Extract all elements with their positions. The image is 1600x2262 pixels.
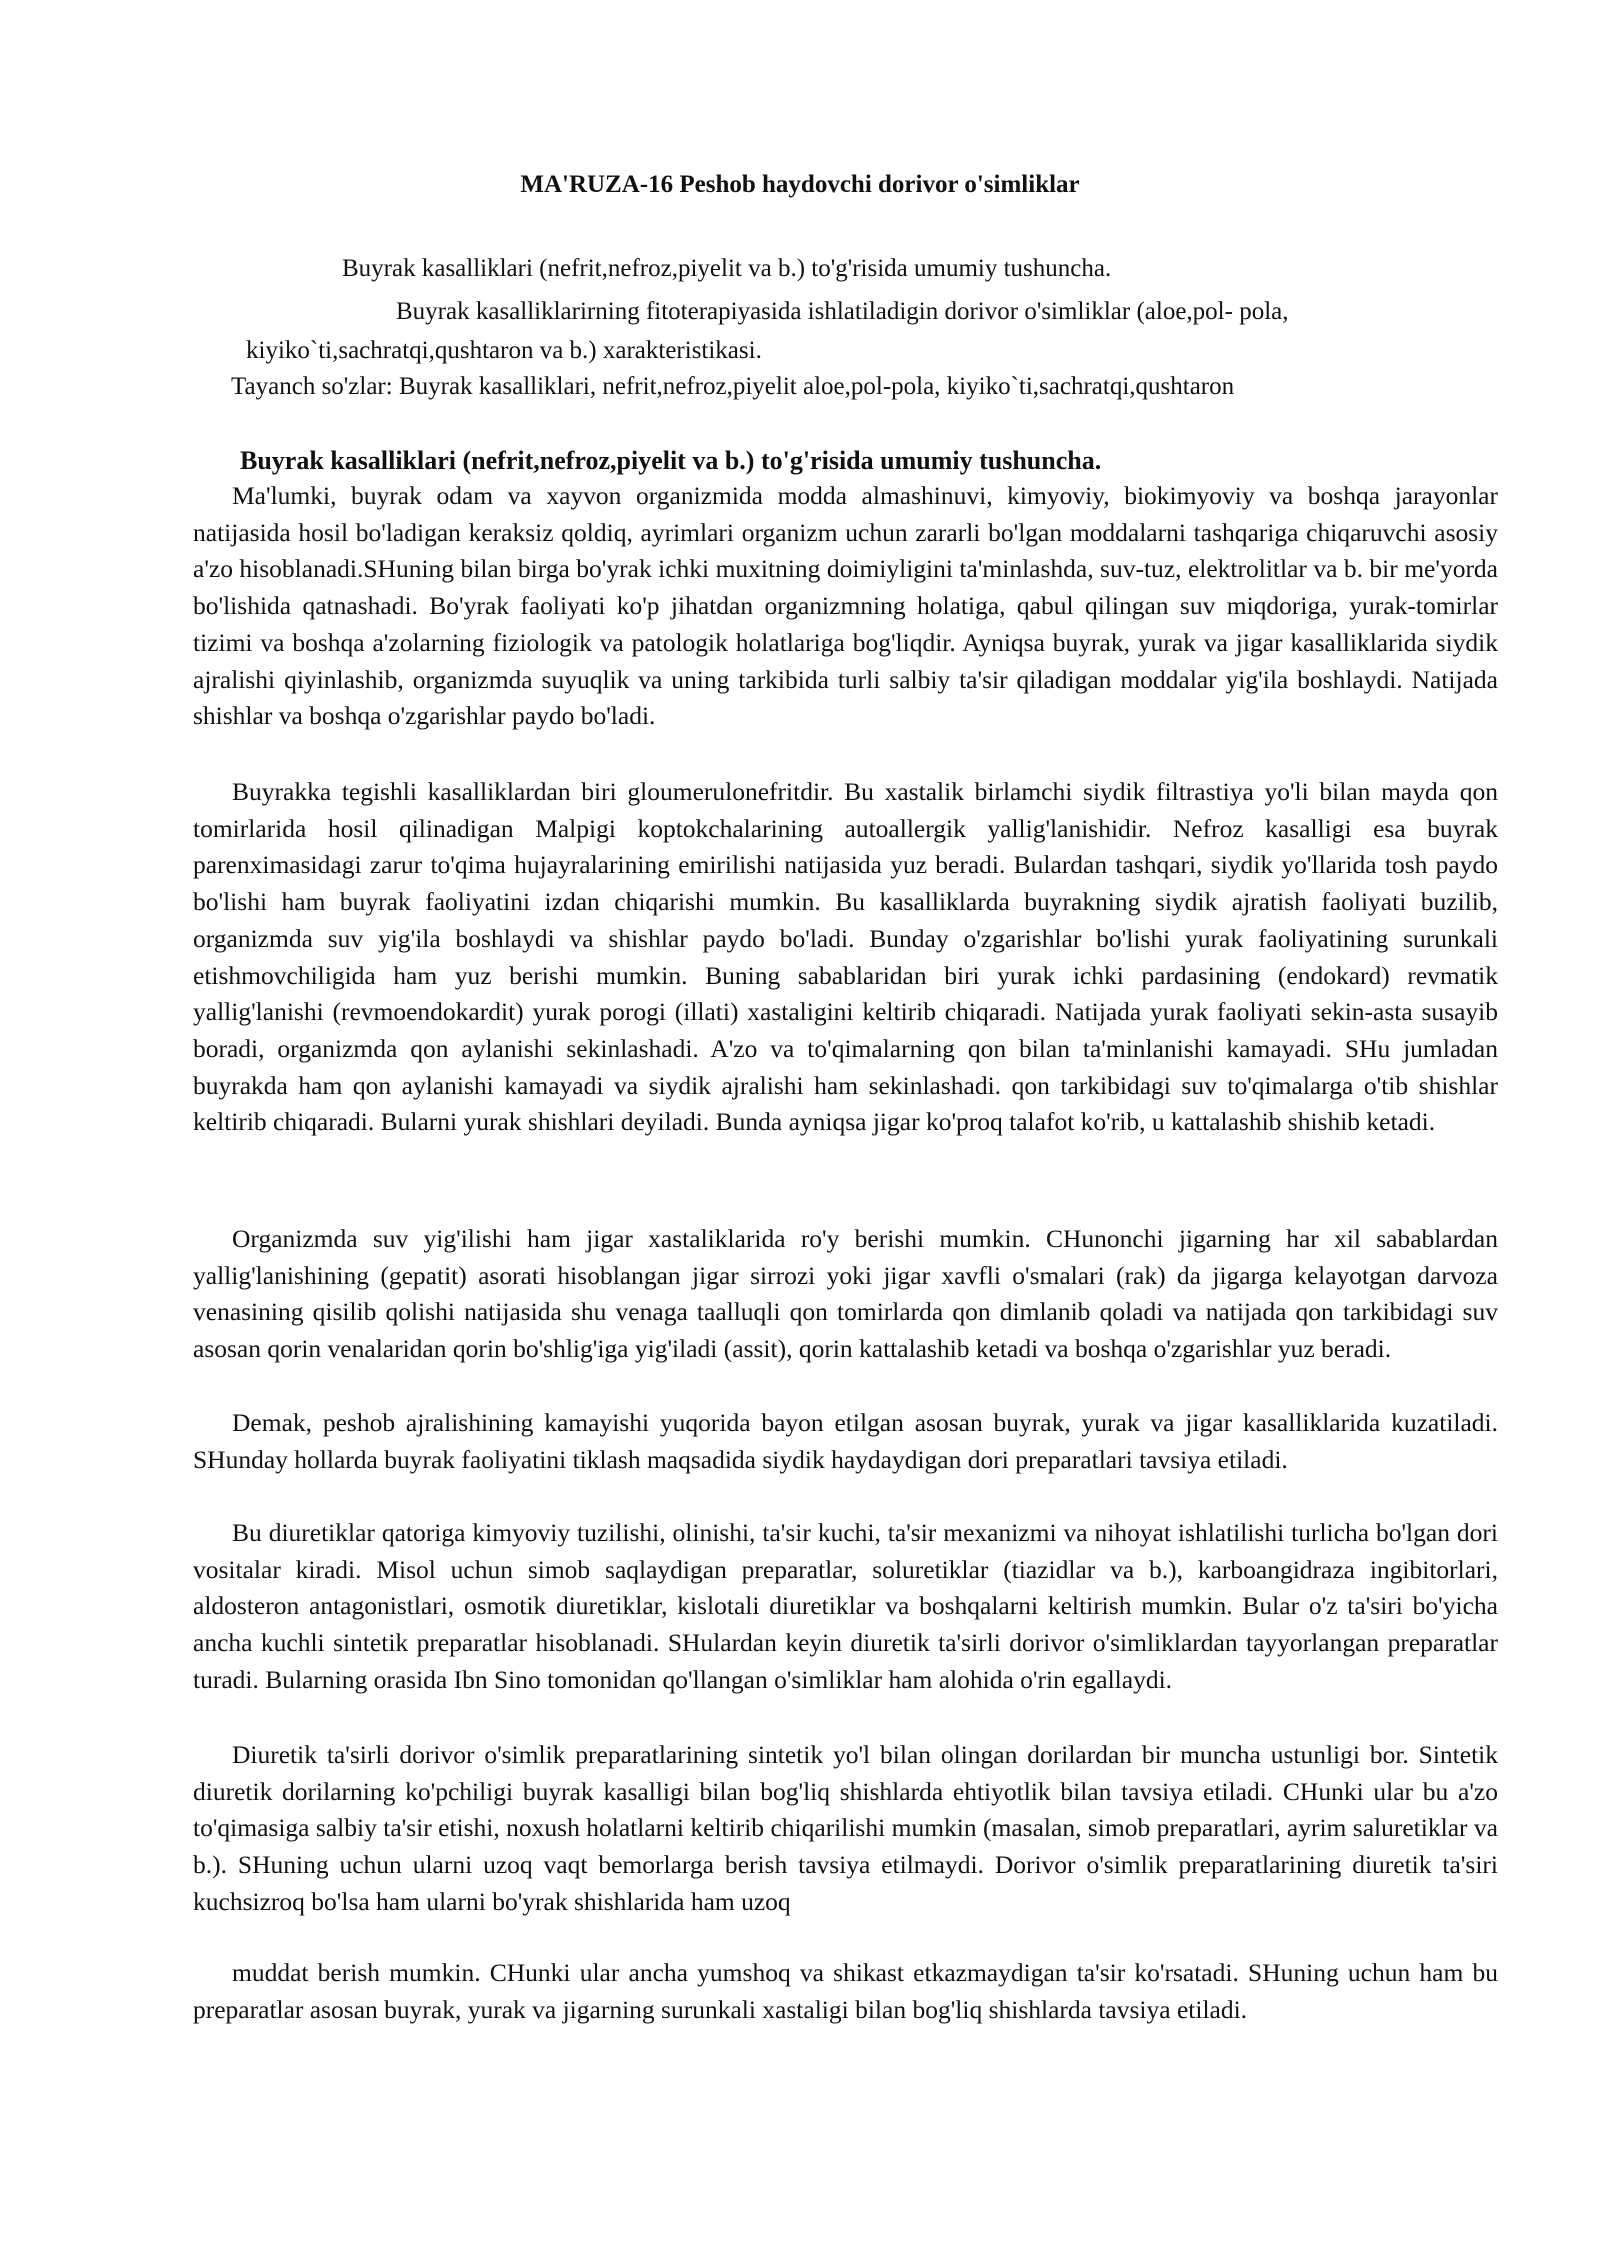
- outline-item-2-line-2: kiyiko`ti,sachratqi,qushtaron va b.) xarakteristikasi.: [246, 337, 762, 364]
- body-paragraph-5: Bu diuretiklar qatoriga kimyoviy tuzilishi, olinishi, ta'sir kuchi, ta'sir mexanizmi va nihoyat ishlatilishi turlicha bo'lgan dori vositalar kiradi. Misol uchun simob saqlaydigan preparatlar, soluretiklar (tiazidlar va b.), karboangidraza ingibitorlari, aldosteron antagonistlari, osmotik diuretiklar, kislotali diuretiklar va boshqalarni keltirish mumkin. Bular o'z ta'siri bo'yicha ancha kuchli sintetik preparatlar hisoblanadi. SHulardan keyin diuretik ta'sirli dorivor o'simliklardan tayyorlangan preparatlar turadi. Bularning orasida Ibn Sino tomonidan qo'llangan o'simliklar ham alohida o'rin egallaydi.: [193, 1518, 1498, 1694]
- body-paragraph-2: Buyrakka tegishli kasalliklardan biri gloumerulonefritdir. Bu xastalik birlamchi siydik filtrastiya yo'li bilan mayda qon tomirlarida hosil qilinadigan Malpigi koptokchalarining autoallergik yallig'lanishidir. Nefroz kasalligi esa buyrak parenximasidagi zarur to'qima hujayralarining emirilishi natijasida yuz beradi. Bulardan tashqari, siydik yo'llarida tosh paydo bo'lishi ham buyrak faoliyatini izdan chiqarishi mumkin. Bu kasalliklarda buyrakning siydik ajratish faoliyati buzilib, organizmda suv yig'ila boshlaydi va shishlar paydo bo'ladi. Bunday o'zgarishlar bo'lishi yurak faoliyatining surunkali etishmovchiligida ham yuz berishi mumkin. Buning sabablaridan biri yurak ichki pardasining (endokard) revmatik yallig'lanishi (revmoendokardit) yurak porogi (illati) xastaligini keltirib chiqaradi. Natijada yurak faoliyati sekin-asta susayib boradi, organizmda qon aylanishi sekinlashadi. A'zo va to'qimalarning qon bilan ta'minlanishi kamayadi. SHu jumladan buyrakda ham qon aylanishi kamayadi va siydik ajralishi ham sekinlashadi. qon tarkibidagi suv to'qimalarga o'tib shishlar keltirib chiqaradi. Bularni yurak shishlari deyiladi. Bunda ayniqsa jigar ko'proq talafot ko'rib, u kattalashib shishib ketadi.: [193, 777, 1498, 1137]
- keywords-line: Tayanch so'zlar: Buyrak kasalliklari, nefrit,nefroz,piyelit aloe,pol-pola, kiyiko`ti,sachratqi,qushtaron: [231, 373, 1235, 400]
- outline-item-1: Buyrak kasalliklari (nefrit,nefroz,piyelit va b.) to'g'risida umumiy tushuncha.: [342, 255, 1112, 282]
- body-paragraph-7: muddat berish mumkin. CHunki ular ancha yumshoq va shikast etkazmaydigan ta'sir ko'rsatadi. SHuning uchun ham bu preparatlar asosan buyrak, yurak va jigarning surunkali xastaligi bilan bog'liq shishlarda tavsiya etiladi.: [193, 1958, 1498, 2024]
- body-paragraph-4: Demak, peshob ajralishining kamayishi yuqorida bayon etilgan asosan buyrak, yurak va jigar kasalliklarida kuzatiladi. SHunday hollarda buyrak faoliyatini tiklash maqsadida siydik haydaydigan dori preparatlari tavsiya etiladi.: [193, 1408, 1498, 1474]
- body-paragraph-6: Diuretik ta'sirli dorivor o'simlik preparatlarining sintetik yo'l bilan olingan dorilardan bir muncha ustunligi bor. Sintetik diuretik dorilarning ko'pchiligi buyrak kasalligi bilan bog'liq shishlarda ehtiyotlik bilan tavsiya etiladi. CHunki ular bu a'zo to'qimasiga salbiy ta'sir etishi, noxush holatlarni keltirib chiqarilishi mumkin (masalan, simob preparatlari, ayrim saluretiklar va b.). SHuning uchun ularni uzoq vaqt bemorlarga berish tavsiya etilmaydi. Dorivor o'simlik preparatlarining diuretik ta'siri kuchsizroq bo'lsa ham ularni bo'yrak shishlarida ham uzoq: [193, 1740, 1498, 1916]
- page-title: MA'RUZA-16 Peshob haydovchi dorivor o'simliklar: [520, 171, 1080, 198]
- body-paragraph-1: Ma'lumki, buyrak odam va xayvon organizmida modda almashinuvi, kimyoviy, biokimyoviy va boshqa jarayonlar natijasida hosil bo'ladigan keraksiz qoldiq, ayrimlari organizm uchun zararli bo'lgan moddalarni tashqariga chiqaruvchi asosiy a'zo hisoblanadi.SHuning bilan birga bo'yrak ichki muxitning doimiyligini ta'minlashda, suv-tuz, elektrolitlar va b. bir me'yorda bo'lishida qatnashadi. Bo'yrak faoliyati ko'p jihatdan organizmning holatiga, qabul qilingan suv miqdoriga, yurak-tomirlar tizimi va boshqa a'zolarning fiziologik va patologik holatlariga bog'liqdir. Ayniqsa buyrak, yurak va jigar kasalliklarida siydik ajralishi qiyinlashib, organizmda suyuqlik va uning tarkibida turli salbiy ta'sir qiladigan moddalar yig'ila boshlaydi. Natijada shishlar va boshqa o'zgarishlar paydo bo'ladi.: [193, 481, 1498, 731]
- section-heading: Buyrak kasalliklari (nefrit,nefroz,piyelit va b.) to'g'risida umumiy tushuncha.: [240, 446, 1102, 475]
- body-paragraph-3: Organizmda suv yig'ilishi ham jigar xastaliklarida ro'y berishi mumkin. CHunonchi jigarning har xil sabablardan yallig'lanishining (gepatit) asorati hisoblangan jigar sirrozi yoki jigar xavfli o'smalari (rak) da jigarga kelayotgan darvoza venasining qisilib qolishi natijasida shu venaga taalluqli qon tomirlarda qon dimlanib qoladi va natijada qon tarkibidagi suv asosan qorin venalaridan qorin bo'shlig'iga yig'iladi (assit), qorin kattalashib ketadi va boshqa o'zgarishlar yuz beradi.: [193, 1224, 1498, 1364]
- outline-item-2-line-1: Buyrak kasalliklarirning fitoterapiyasida ishlatiladigin dorivor o'simliklar (aloe,pol- pola,: [396, 298, 1289, 325]
